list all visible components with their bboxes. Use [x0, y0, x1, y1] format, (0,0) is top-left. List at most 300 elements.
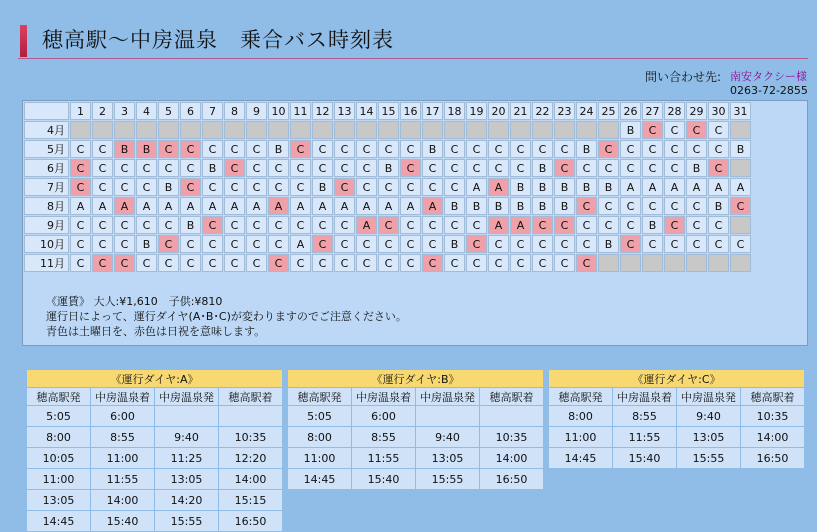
calendar-day-cell: C — [422, 178, 443, 196]
calendar-day-cell: B — [708, 197, 729, 215]
time-cell: 14:00 — [741, 427, 804, 447]
time-cell: 5:05 — [27, 406, 90, 426]
day-header: 19 — [466, 102, 487, 120]
timetable-row — [27, 406, 282, 426]
calendar-day-cell: C — [444, 178, 465, 196]
column-header: 穂高駅発 — [288, 388, 351, 405]
time-cell: 9:40 — [677, 406, 740, 426]
calendar-day-cell: C — [488, 140, 509, 158]
calendar-day-cell: B — [532, 159, 553, 177]
calendar-day-cell: C — [664, 140, 685, 158]
calendar-day-cell — [466, 121, 487, 139]
calendar-day-cell: C — [466, 216, 487, 234]
calendar-day-cell: B — [642, 216, 663, 234]
time-cell: 16:50 — [741, 448, 804, 468]
calendar-day-cell: C — [70, 178, 91, 196]
calendar-day-cell: B — [158, 178, 179, 196]
timetable-b — [287, 369, 544, 490]
calendar-day-cell: C — [466, 159, 487, 177]
time-cell: 13:05 — [677, 427, 740, 447]
timetable-title-row — [27, 370, 282, 387]
calendar-day-cell: C — [224, 235, 245, 253]
calendar-day-cell — [268, 121, 289, 139]
month-label: 5月 — [24, 140, 69, 158]
column-header: 穂高駅発 — [27, 388, 90, 405]
calendar-day-cell: A — [488, 178, 509, 196]
calendar-day-cell: A — [378, 197, 399, 215]
calendar-day-cell: B — [576, 178, 597, 196]
calendar-day-cell: A — [466, 178, 487, 196]
time-cell: 15:40 — [352, 469, 415, 489]
calendar-day-cell: C — [620, 197, 641, 215]
calendar-day-cell: B — [532, 197, 553, 215]
calendar-day-cell — [664, 254, 685, 272]
column-header: 中房温泉着 — [613, 388, 676, 405]
calendar-day-cell: C — [598, 140, 619, 158]
calendar-day-cell: B — [136, 140, 157, 158]
time-cell: 12:20 — [219, 448, 282, 468]
time-cell: 14:00 — [480, 448, 543, 468]
calendar-day-cell — [708, 254, 729, 272]
calendar-day-cell: C — [510, 140, 531, 158]
calendar-day-cell: A — [422, 197, 443, 215]
calendar-day-cell: C — [268, 178, 289, 196]
calendar-day-cell: C — [114, 159, 135, 177]
calendar-day-cell: C — [422, 216, 443, 234]
calendar-month-row — [24, 121, 751, 139]
calendar-day-cell: B — [466, 197, 487, 215]
calendar-day-cell — [312, 121, 333, 139]
timetable-title: 《運行ダイヤ:C》 — [549, 370, 804, 387]
calendar-day-cell: C — [136, 178, 157, 196]
calendar-day-cell: A — [334, 197, 355, 215]
calendar-day-cell: C — [576, 197, 597, 215]
timetable-row — [549, 427, 804, 447]
calendar-day-cell — [554, 121, 575, 139]
calendar-day-cell — [598, 254, 619, 272]
calendar-day-cell: A — [246, 197, 267, 215]
calendar-table — [23, 101, 752, 273]
calendar-day-cell: B — [312, 178, 333, 196]
calendar-day-cell: B — [686, 159, 707, 177]
calendar-day-cell — [202, 121, 223, 139]
calendar-day-cell: B — [136, 235, 157, 253]
calendar-day-cell: C — [400, 216, 421, 234]
calendar-day-cell: C — [598, 159, 619, 177]
calendar-day-cell: C — [312, 140, 333, 158]
time-cell: 10:35 — [219, 427, 282, 447]
calendar-day-cell: B — [378, 159, 399, 177]
time-cell: 14:45 — [27, 511, 90, 531]
calendar-day-cell: C — [642, 121, 663, 139]
calendar-day-cell: C — [334, 254, 355, 272]
calendar-day-cell: B — [576, 140, 597, 158]
calendar-day-cell: C — [246, 140, 267, 158]
calendar-month-row — [24, 159, 751, 177]
calendar-day-cell: C — [466, 235, 487, 253]
calendar-day-cell: C — [312, 254, 333, 272]
calendar-day-cell: C — [290, 254, 311, 272]
calendar-day-cell — [730, 159, 751, 177]
calendar-day-cell: C — [378, 216, 399, 234]
day-header: 3 — [114, 102, 135, 120]
month-label: 6月 — [24, 159, 69, 177]
calendar-day-cell: C — [356, 235, 377, 253]
day-header: 31 — [730, 102, 751, 120]
timetable-column-headers — [549, 388, 804, 405]
month-label: 4月 — [24, 121, 69, 139]
time-cell: 14:45 — [288, 469, 351, 489]
calendar-day-cell: B — [730, 140, 751, 158]
calendar-day-cell — [92, 121, 113, 139]
calendar-day-cell: C — [290, 178, 311, 196]
calendar-day-cell: A — [290, 235, 311, 253]
day-header: 12 — [312, 102, 333, 120]
calendar-day-cell: B — [202, 159, 223, 177]
calendar-day-cell — [642, 254, 663, 272]
calendar-day-cell: C — [686, 140, 707, 158]
calendar-day-cell: A — [224, 197, 245, 215]
calendar-day-cell: A — [708, 178, 729, 196]
day-header: 9 — [246, 102, 267, 120]
timetable-row — [27, 469, 282, 489]
calendar-day-cell: C — [510, 254, 531, 272]
calendar-day-cell: C — [114, 216, 135, 234]
calendar-day-cell: B — [532, 178, 553, 196]
calendar-day-cell: C — [620, 140, 641, 158]
calendar-day-cell: C — [114, 235, 135, 253]
timetable-column-headers — [288, 388, 543, 405]
calendar-day-cell: B — [554, 197, 575, 215]
calendar-day-cell: C — [664, 216, 685, 234]
calendar-day-cell: C — [356, 254, 377, 272]
time-cell — [480, 406, 543, 426]
calendar-day-cell: C — [708, 140, 729, 158]
calendar-day-cell: C — [70, 159, 91, 177]
month-label: 7月 — [24, 178, 69, 196]
time-cell: 11:00 — [549, 427, 612, 447]
timetable-row — [27, 511, 282, 531]
calendar-day-cell: C — [356, 159, 377, 177]
calendar-day-cell: A — [356, 197, 377, 215]
calendar-day-cell: C — [224, 216, 245, 234]
calendar-day-cell: C — [378, 178, 399, 196]
day-header: 29 — [686, 102, 707, 120]
time-cell: 13:05 — [155, 469, 218, 489]
day-header: 23 — [554, 102, 575, 120]
calendar-day-cell: C — [554, 159, 575, 177]
calendar-day-cell: C — [466, 140, 487, 158]
calendar-day-cell: A — [268, 197, 289, 215]
calendar-day-cell: C — [532, 140, 553, 158]
calendar-day-cell: C — [224, 140, 245, 158]
calendar-day-cell: B — [510, 197, 531, 215]
calendar-day-cell: A — [114, 197, 135, 215]
calendar-day-cell: C — [510, 159, 531, 177]
day-header: 30 — [708, 102, 729, 120]
time-cell: 11:55 — [91, 469, 154, 489]
calendar-day-cell — [246, 121, 267, 139]
day-header: 17 — [422, 102, 443, 120]
calendar-month-row — [24, 216, 751, 234]
timetable-title-row — [288, 370, 543, 387]
calendar-day-cell: C — [158, 140, 179, 158]
calendar-day-cell — [730, 254, 751, 272]
calendar-day-cell: A — [400, 197, 421, 215]
calendar-day-cell: C — [422, 159, 443, 177]
time-cell: 14:00 — [91, 490, 154, 510]
calendar-day-cell: C — [466, 254, 487, 272]
day-header: 11 — [290, 102, 311, 120]
calendar-day-cell: C — [268, 254, 289, 272]
calendar-day-cell: C — [290, 140, 311, 158]
calendar-day-cell: C — [444, 254, 465, 272]
calendar-day-cell — [686, 254, 707, 272]
time-cell: 15:15 — [219, 490, 282, 510]
calendar-day-cell — [576, 121, 597, 139]
calendar-day-cell: C — [510, 235, 531, 253]
time-cell: 13:05 — [416, 448, 479, 468]
calendar-day-cell: C — [334, 178, 355, 196]
note-line: 青色は土曜日を、赤色は日祝を意味します。 — [46, 325, 266, 338]
calendar-day-cell: C — [202, 140, 223, 158]
calendar-day-cell: A — [642, 178, 663, 196]
calendar-day-cell: C — [664, 235, 685, 253]
calendar-day-cell: C — [620, 216, 641, 234]
calendar-day-cell: A — [730, 178, 751, 196]
calendar-day-cell — [730, 121, 751, 139]
calendar-day-cell: C — [202, 178, 223, 196]
timetable-row — [549, 448, 804, 468]
time-cell: 16:50 — [480, 469, 543, 489]
calendar-day-cell: C — [202, 254, 223, 272]
calendar-day-cell: C — [136, 254, 157, 272]
calendar-day-cell: C — [92, 216, 113, 234]
time-cell: 6:00 — [352, 406, 415, 426]
contact-label: 問い合わせ先: — [645, 70, 722, 84]
timetable-row — [27, 427, 282, 447]
calendar-day-cell: C — [708, 235, 729, 253]
day-header: 18 — [444, 102, 465, 120]
calendar-day-cell: C — [642, 159, 663, 177]
timetable-c — [548, 369, 805, 469]
calendar-day-cell: C — [576, 216, 597, 234]
calendar-day-cell: C — [136, 216, 157, 234]
calendar-day-cell: C — [554, 235, 575, 253]
calendar-day-cell: A — [664, 178, 685, 196]
calendar-day-cell — [444, 121, 465, 139]
time-cell: 13:05 — [27, 490, 90, 510]
timetable-title-row — [549, 370, 804, 387]
calendar-month-row — [24, 197, 751, 215]
timetable-row — [288, 406, 543, 426]
day-header: 16 — [400, 102, 421, 120]
calendar-day-cell: C — [246, 235, 267, 253]
time-cell — [155, 406, 218, 426]
calendar-day-cell: C — [92, 140, 113, 158]
calendar-day-cell: A — [620, 178, 641, 196]
calendar-day-cell: C — [334, 235, 355, 253]
calendar-day-cell: C — [444, 140, 465, 158]
calendar-day-cell: A — [202, 197, 223, 215]
calendar-day-cell — [136, 121, 157, 139]
day-header: 26 — [620, 102, 641, 120]
calendar-day-cell: C — [92, 178, 113, 196]
time-cell: 6:00 — [91, 406, 154, 426]
month-label: 8月 — [24, 197, 69, 215]
calendar-day-cell: C — [312, 159, 333, 177]
calendar-day-cell: A — [180, 197, 201, 215]
calendar-day-cell: C — [664, 121, 685, 139]
timetable-column-headers — [27, 388, 282, 405]
calendar-month-row — [24, 235, 751, 253]
calendar-day-cell: C — [554, 254, 575, 272]
calendar-day-cell: C — [180, 140, 201, 158]
day-header: 8 — [224, 102, 245, 120]
day-header: 15 — [378, 102, 399, 120]
month-label: 11月 — [24, 254, 69, 272]
calendar-day-cell: A — [686, 178, 707, 196]
calendar-day-cell: C — [114, 254, 135, 272]
calendar-day-cell: C — [246, 178, 267, 196]
calendar-day-cell: C — [532, 235, 553, 253]
calendar-day-cell: C — [290, 159, 311, 177]
time-cell — [416, 406, 479, 426]
calendar-day-cell: C — [576, 159, 597, 177]
calendar-day-cell: C — [400, 178, 421, 196]
calendar-day-cell: C — [180, 235, 201, 253]
time-cell: 11:00 — [288, 448, 351, 468]
calendar-day-cell: C — [554, 140, 575, 158]
calendar-day-cell: C — [180, 178, 201, 196]
time-cell: 14:00 — [219, 469, 282, 489]
calendar-day-cell: C — [554, 216, 575, 234]
timetable-title: 《運行ダイヤ:A》 — [27, 370, 282, 387]
time-cell: 14:45 — [549, 448, 612, 468]
calendar-day-cell — [598, 121, 619, 139]
calendar-day-cell: C — [158, 216, 179, 234]
calendar-day-cell: C — [400, 254, 421, 272]
day-header: 1 — [70, 102, 91, 120]
calendar-day-cell: A — [488, 216, 509, 234]
time-cell: 11:00 — [27, 469, 90, 489]
calendar-day-cell: C — [400, 140, 421, 158]
calendar-month-row — [24, 140, 751, 158]
time-cell: 11:25 — [155, 448, 218, 468]
calendar-day-cell — [334, 121, 355, 139]
calendar-day-cell: A — [158, 197, 179, 215]
calendar-day-cell: C — [92, 254, 113, 272]
day-header: 24 — [576, 102, 597, 120]
title-bar — [18, 22, 808, 59]
calendar-day-cell: B — [510, 178, 531, 196]
calendar-day-cell: C — [378, 254, 399, 272]
calendar-day-cell: B — [620, 121, 641, 139]
calendar-day-cell: C — [378, 140, 399, 158]
time-cell: 9:40 — [155, 427, 218, 447]
timetable-row — [27, 448, 282, 468]
calendar-day-cell: C — [246, 159, 267, 177]
calendar-day-cell: B — [554, 178, 575, 196]
calendar-day-cell: A — [312, 197, 333, 215]
timetable-row — [549, 406, 804, 426]
calendar-day-cell: C — [70, 216, 91, 234]
column-header: 穂高駅着 — [741, 388, 804, 405]
calendar-day-cell — [356, 121, 377, 139]
time-cell: 15:40 — [613, 448, 676, 468]
calendar-day-cell: C — [246, 216, 267, 234]
time-cell: 8:00 — [27, 427, 90, 447]
time-cell: 15:55 — [677, 448, 740, 468]
calendar-day-cell: B — [444, 235, 465, 253]
time-cell: 10:35 — [480, 427, 543, 447]
time-cell: 10:05 — [27, 448, 90, 468]
day-header: 22 — [532, 102, 553, 120]
time-cell: 8:00 — [288, 427, 351, 447]
calendar-day-cell: C — [268, 159, 289, 177]
calendar-day-cell: C — [576, 235, 597, 253]
day-header: 27 — [642, 102, 663, 120]
calendar-day-cell: C — [686, 197, 707, 215]
calendar-day-cell — [114, 121, 135, 139]
calendar-day-cell: C — [136, 159, 157, 177]
title-accent-bar — [20, 25, 27, 57]
calendar-day-cell: C — [730, 197, 751, 215]
calendar-day-cell — [180, 121, 201, 139]
month-label: 10月 — [24, 235, 69, 253]
calendar-day-cell: C — [532, 216, 553, 234]
calendar-day-cell: C — [400, 159, 421, 177]
calendar-day-cell: C — [686, 121, 707, 139]
calendar-day-cell: C — [92, 235, 113, 253]
calendar-day-cell: C — [356, 140, 377, 158]
note-line: 《運賃》 大人:¥1,610 子供:¥810 — [46, 295, 223, 308]
day-header: 4 — [136, 102, 157, 120]
time-cell: 15:40 — [91, 511, 154, 531]
day-header: 28 — [664, 102, 685, 120]
day-header: 25 — [598, 102, 619, 120]
calendar-day-cell: C — [378, 235, 399, 253]
time-cell: 16:50 — [219, 511, 282, 531]
contact-phone: 0263-72-2855 — [730, 84, 808, 97]
calendar-day-cell — [378, 121, 399, 139]
calendar-day-cell: A — [290, 197, 311, 215]
calendar-day-cell: C — [620, 159, 641, 177]
calendar-day-cell: C — [488, 235, 509, 253]
calendar-day-cell: B — [422, 140, 443, 158]
time-cell: 14:20 — [155, 490, 218, 510]
calendar-day-cell: C — [180, 159, 201, 177]
column-header: 中房温泉発 — [416, 388, 479, 405]
calendar-day-cell — [510, 121, 531, 139]
calendar-day-cell — [158, 121, 179, 139]
calendar-day-cell: C — [158, 235, 179, 253]
calendar-day-cell: C — [598, 197, 619, 215]
column-header: 穂高駅発 — [549, 388, 612, 405]
day-header: 20 — [488, 102, 509, 120]
calendar-day-cell — [532, 121, 553, 139]
time-cell: 15:55 — [155, 511, 218, 531]
calendar-day-cell: B — [488, 197, 509, 215]
calendar-day-cell: C — [334, 216, 355, 234]
calendar-month-row — [24, 254, 751, 272]
time-cell — [219, 406, 282, 426]
contact-name-link[interactable]: 南安タクシー様 — [730, 70, 807, 83]
calendar-month-row — [24, 178, 751, 196]
calendar-day-cell: C — [620, 235, 641, 253]
timetable-row — [27, 490, 282, 510]
calendar-day-cell: C — [224, 159, 245, 177]
